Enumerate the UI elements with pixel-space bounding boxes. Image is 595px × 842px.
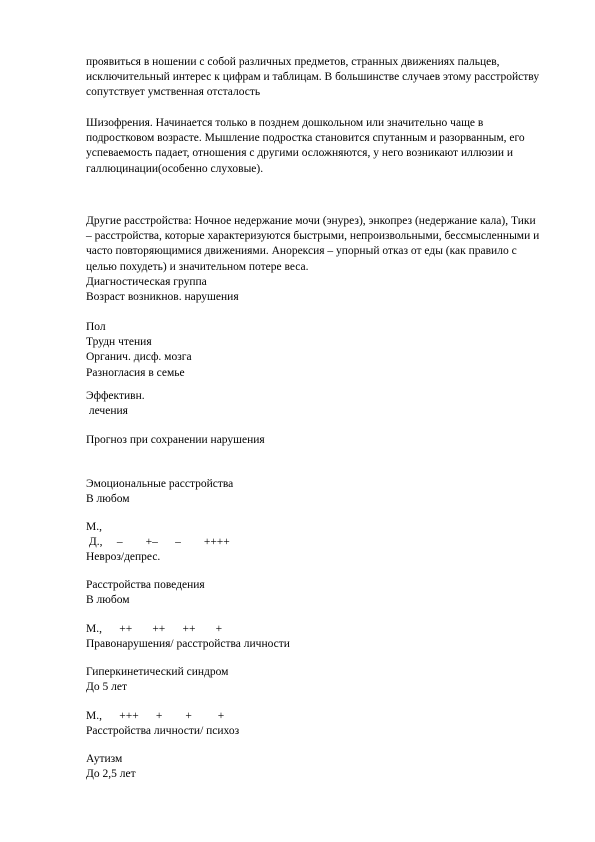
group-autism: [86, 752, 516, 782]
text-line: Другие расстройства: Ночное недержание мочи (энурез), энкопрез (недержание кала), Тики: [86, 215, 536, 227]
label-family-conflict: Разногласия в семье: [86, 366, 185, 379]
group-hyperkinetic: [86, 665, 516, 695]
group-hyperkinetic-values: [86, 709, 516, 739]
group-emotional-values: [86, 520, 516, 566]
group-values-row: М., ++ ++ ++ +: [86, 623, 223, 635]
group-age: До 2,5 лет: [86, 768, 136, 781]
group-name: Аутизм: [86, 753, 123, 765]
label-effectiveness: Эффективн.: [86, 390, 145, 402]
group-prognosis: Невроз/депрес.: [86, 551, 161, 564]
paragraph-schizophrenia: [86, 116, 525, 177]
label-reading-difficulty: Трудн чтения: [86, 336, 152, 349]
group-behavior: [86, 578, 516, 608]
text-line: целью похудеть) и значительном потере веса.: [86, 260, 309, 273]
group-age: В любом: [86, 594, 130, 607]
text-line: – расстройства, которые характеризуются быстрыми, непроизвольными, бессмысленными и: [86, 230, 540, 243]
label-sex: Пол: [86, 321, 106, 333]
text-line: Шизофрения. Начинается только в позднем дошкольном или значительно чаще в: [86, 117, 484, 129]
text-line: исключительный интерес к цифрам и таблицам. В большинстве случаев этому расстройству: [86, 71, 540, 84]
text-line: сопутствует умственная отсталость: [86, 86, 261, 99]
table-header-labels-3: [86, 389, 516, 419]
group-behavior-values: [86, 622, 516, 652]
table-header-labels: [86, 275, 516, 305]
label-brain-dysfunction: Органич. дисф. мозга: [86, 351, 192, 364]
paragraph-autism-continuation: [86, 55, 540, 101]
group-values-row: Д., – +– – ++++: [86, 536, 230, 549]
group-emotional: [86, 477, 516, 507]
label-prognosis: Прогноз при сохранении нарушения: [86, 434, 265, 446]
group-values-row: М., +++ + + +: [86, 710, 225, 722]
group-prognosis: Правонарушения/ расстройства личности: [86, 638, 290, 651]
group-sex-m: М.,: [86, 521, 102, 533]
group-name: Эмоциональные расстройства: [86, 478, 234, 490]
text-line: галлюцинации(особенно слуховые).: [86, 162, 264, 175]
label-treatment: лечения: [86, 405, 128, 418]
group-name: Гиперкинетический синдром: [86, 666, 229, 678]
paragraph-other-disorders: [86, 214, 540, 275]
group-age: До 5 лет: [86, 681, 127, 694]
group-prognosis: Расстройства личности/ психоз: [86, 725, 240, 738]
group-name: Расстройства поведения: [86, 579, 205, 591]
label-diagnostic-group: Диагностическая группа: [86, 276, 207, 288]
group-age: В любом: [86, 493, 130, 506]
text-line: подростковом возрасте. Мышление подростка становится спутанным и разорванным, его: [86, 132, 525, 145]
text-line: успеваемость падает, отношения с другими осложняются, у него возникают иллюзии и: [86, 147, 514, 160]
text-line: проявиться в ношении с собой различных предметов, странных движениях пальцев,: [86, 56, 500, 68]
table-header-labels-4: [86, 433, 516, 448]
table-header-labels-2: [86, 320, 516, 381]
text-line: часто повторяющимися движениями. Анорексия – упорный отказ от еды (как правило с: [86, 245, 517, 258]
label-onset-age: Возраст возникнов. нарушения: [86, 291, 239, 304]
